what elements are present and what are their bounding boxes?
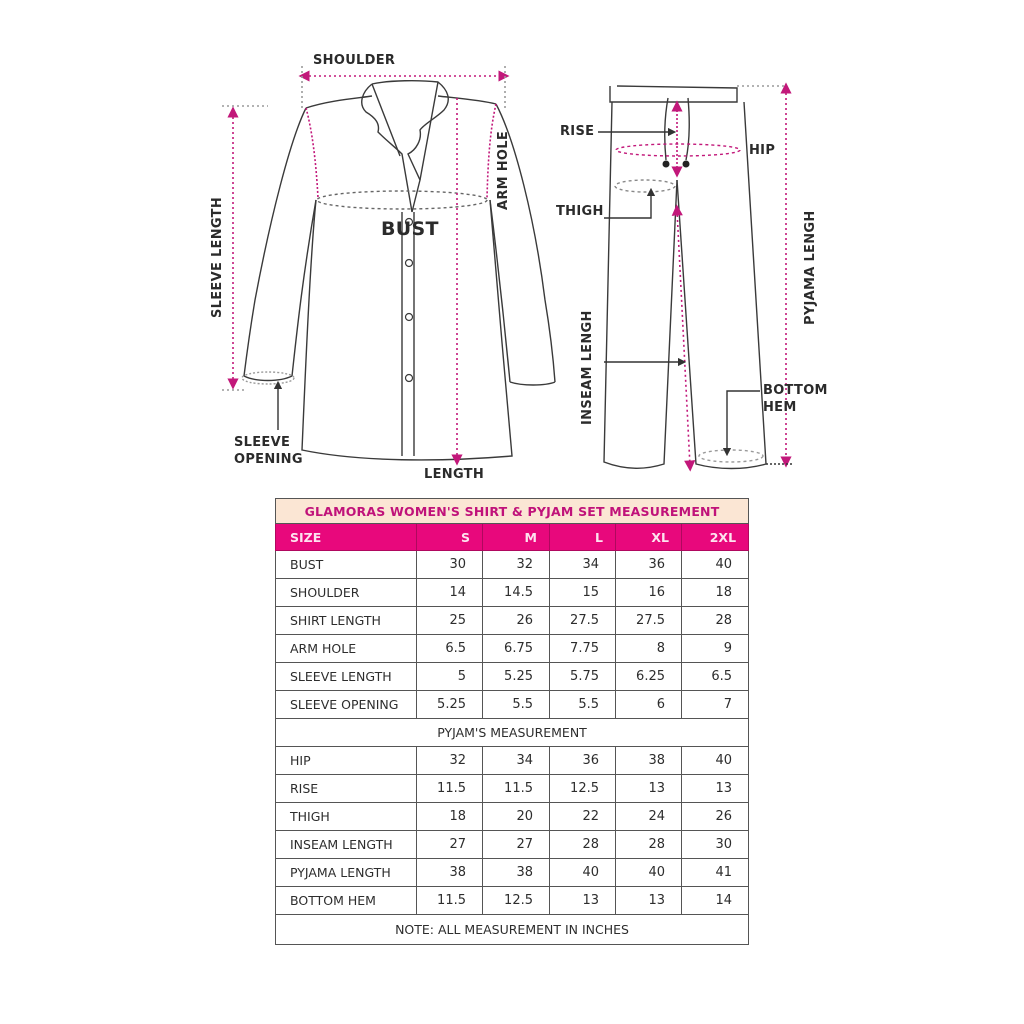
shirt-buttons bbox=[406, 219, 413, 382]
row-label: SLEEVE OPENING bbox=[276, 691, 417, 719]
cell: 5.5 bbox=[550, 691, 616, 719]
label-inseam-length: INSEAM LENGH bbox=[580, 310, 595, 425]
row-label: HIP bbox=[276, 747, 417, 775]
table-row bbox=[276, 551, 749, 579]
cell: 14 bbox=[682, 887, 749, 915]
table-row bbox=[276, 747, 749, 775]
cell: 40 bbox=[682, 747, 749, 775]
cell: 13 bbox=[682, 775, 749, 803]
cell: 13 bbox=[616, 775, 682, 803]
label-bust: BUST bbox=[381, 218, 439, 240]
row-label: SHIRT LENGTH bbox=[276, 607, 417, 635]
label-arm-hole: ARM HOLE bbox=[496, 130, 511, 210]
header-s: S bbox=[417, 524, 483, 551]
table-row bbox=[276, 887, 749, 915]
header-m: M bbox=[483, 524, 550, 551]
table-row bbox=[276, 579, 749, 607]
cell: 14 bbox=[417, 579, 483, 607]
header-size: SIZE bbox=[276, 524, 417, 551]
size-diagram bbox=[0, 0, 1024, 500]
row-label: BUST bbox=[276, 551, 417, 579]
table-note: NOTE: ALL MEASUREMENT IN INCHES bbox=[276, 915, 749, 945]
label-bottom-hem-2: HEM bbox=[763, 400, 797, 415]
table-row bbox=[276, 691, 749, 719]
cell: 11.5 bbox=[483, 775, 550, 803]
cell: 26 bbox=[483, 607, 550, 635]
table-row bbox=[276, 859, 749, 887]
cell: 6.5 bbox=[682, 663, 749, 691]
cell: 5.25 bbox=[483, 663, 550, 691]
cell: 28 bbox=[616, 831, 682, 859]
label-length: LENGTH bbox=[424, 467, 485, 482]
label-rise: RISE bbox=[560, 124, 595, 139]
size-chart bbox=[275, 498, 748, 945]
header-2xl: 2XL bbox=[682, 524, 749, 551]
cell: 40 bbox=[616, 859, 682, 887]
cell: 27.5 bbox=[616, 607, 682, 635]
row-label: SHOULDER bbox=[276, 579, 417, 607]
label-sleeve-opening-1: SLEEVE bbox=[234, 435, 291, 450]
cell: 12.5 bbox=[483, 887, 550, 915]
header-l: L bbox=[550, 524, 616, 551]
cell: 14.5 bbox=[483, 579, 550, 607]
cell: 32 bbox=[483, 551, 550, 579]
cell: 41 bbox=[682, 859, 749, 887]
cell: 6.25 bbox=[616, 663, 682, 691]
cell: 28 bbox=[682, 607, 749, 635]
cell: 18 bbox=[417, 803, 483, 831]
garment-illustration bbox=[0, 0, 1024, 500]
row-label: BOTTOM HEM bbox=[276, 887, 417, 915]
row-label: THIGH bbox=[276, 803, 417, 831]
cell: 13 bbox=[616, 887, 682, 915]
cell: 5.5 bbox=[483, 691, 550, 719]
cell: 40 bbox=[550, 859, 616, 887]
pyjama-outline bbox=[604, 86, 766, 469]
cell: 13 bbox=[550, 887, 616, 915]
table-title-row bbox=[276, 499, 749, 524]
cell: 26 bbox=[682, 803, 749, 831]
cell: 36 bbox=[616, 551, 682, 579]
cell: 9 bbox=[682, 635, 749, 663]
cell: 38 bbox=[417, 859, 483, 887]
table-row bbox=[276, 635, 749, 663]
cell: 15 bbox=[550, 579, 616, 607]
cell: 27.5 bbox=[550, 607, 616, 635]
label-pyjama-length: PYJAMA LENGH bbox=[803, 210, 818, 325]
table-row bbox=[276, 663, 749, 691]
note-row bbox=[276, 915, 749, 945]
cell: 28 bbox=[550, 831, 616, 859]
cell: 38 bbox=[483, 859, 550, 887]
cell: 12.5 bbox=[550, 775, 616, 803]
cell: 38 bbox=[616, 747, 682, 775]
label-sleeve-length: SLEEVE LENGTH bbox=[210, 196, 225, 318]
cell: 30 bbox=[682, 831, 749, 859]
table-row bbox=[276, 831, 749, 859]
cell: 5.25 bbox=[417, 691, 483, 719]
cell: 27 bbox=[483, 831, 550, 859]
row-label: ARM HOLE bbox=[276, 635, 417, 663]
cell: 7.75 bbox=[550, 635, 616, 663]
cell: 7 bbox=[682, 691, 749, 719]
label-bottom-hem-1: BOTTOM bbox=[763, 383, 828, 398]
cell: 6 bbox=[616, 691, 682, 719]
table-title: GLAMORAS WOMEN'S SHIRT & PYJAM SET MEASUREMENT bbox=[276, 499, 749, 524]
cell: 16 bbox=[616, 579, 682, 607]
cell: 5.75 bbox=[550, 663, 616, 691]
row-label: SLEEVE LENGTH bbox=[276, 663, 417, 691]
cell: 40 bbox=[682, 551, 749, 579]
label-shoulder: SHOULDER bbox=[313, 53, 396, 68]
label-thigh: THIGH bbox=[556, 204, 604, 219]
measurement-table bbox=[275, 498, 749, 945]
cell: 18 bbox=[682, 579, 749, 607]
header-xl: XL bbox=[616, 524, 682, 551]
shoulder-measure bbox=[302, 66, 505, 110]
label-sleeve-opening-2: OPENING bbox=[234, 452, 303, 467]
cell: 25 bbox=[417, 607, 483, 635]
row-label: PYJAMA LENGTH bbox=[276, 859, 417, 887]
cell: 11.5 bbox=[417, 887, 483, 915]
table-row bbox=[276, 775, 749, 803]
cell: 27 bbox=[417, 831, 483, 859]
cell: 34 bbox=[550, 551, 616, 579]
cell: 20 bbox=[483, 803, 550, 831]
cell: 6.5 bbox=[417, 635, 483, 663]
cell: 30 bbox=[417, 551, 483, 579]
section-title: PYJAM'S MEASUREMENT bbox=[276, 719, 749, 747]
table-row bbox=[276, 607, 749, 635]
row-label: RISE bbox=[276, 775, 417, 803]
cell: 22 bbox=[550, 803, 616, 831]
cell: 32 bbox=[417, 747, 483, 775]
section-row bbox=[276, 719, 749, 747]
table-header-row bbox=[276, 524, 749, 551]
cell: 6.75 bbox=[483, 635, 550, 663]
row-label: INSEAM LENGTH bbox=[276, 831, 417, 859]
cell: 34 bbox=[483, 747, 550, 775]
cell: 36 bbox=[550, 747, 616, 775]
cell: 8 bbox=[616, 635, 682, 663]
cell: 11.5 bbox=[417, 775, 483, 803]
cell: 24 bbox=[616, 803, 682, 831]
label-hip: HIP bbox=[749, 143, 776, 158]
table-row bbox=[276, 803, 749, 831]
cell: 5 bbox=[417, 663, 483, 691]
